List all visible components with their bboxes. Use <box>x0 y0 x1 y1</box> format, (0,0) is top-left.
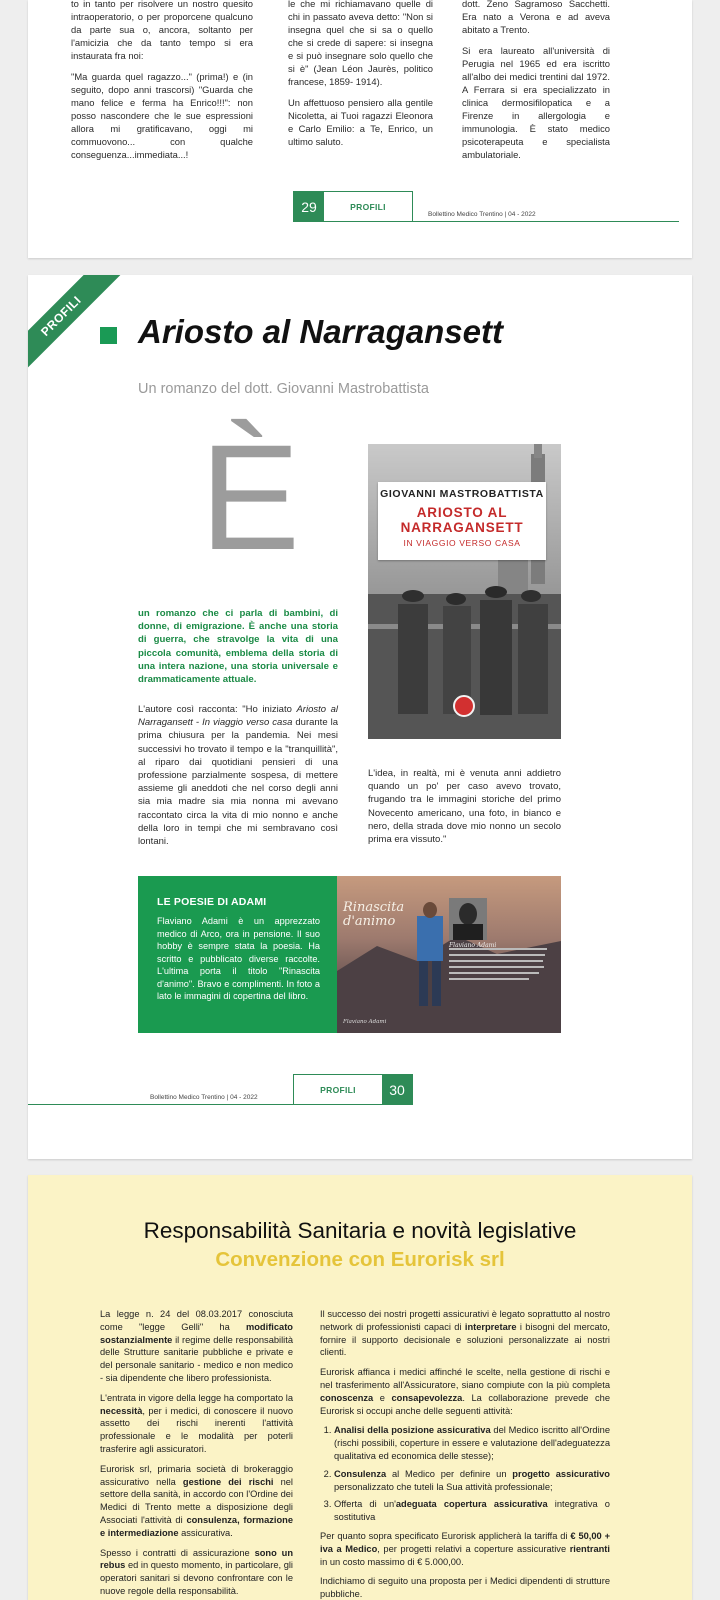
corner-ribbon <box>28 275 128 375</box>
poetry-book-author-bottom: Flaviano Adami <box>343 1019 387 1025</box>
lead-paragraph: un romanzo che ci parla di bambini, di donne, di emigrazione. È anche una storia di guerra, che stravolge la vita di una piccola comunità, emblema della storia di una intera nazione, una storia universale e drammaticamente attuale. <box>138 608 338 686</box>
article-subtitle: Un romanzo del dott. Giovanni Mastrobattista <box>138 381 429 397</box>
right-column <box>320 1308 610 1600</box>
text-run: Eurorisk srl, primaria società di brokeraggio assicurativo nella <box>100 1463 293 1487</box>
publisher-logo-icon <box>453 695 475 717</box>
text-run: del Medico iscritto all'Ordine (rischi possibili, coperture in essere e valutazione dell'adeguatezza qualitativa ed economica delle stesse); <box>334 1425 610 1461</box>
paragraph: dott. Zeno Sagramoso Sacchetti. Era nato a Verona e ad aveva abitato a Trento. <box>462 0 610 35</box>
text-run: il regime delle responsabilità delle Strutture sanitarie pubbliche e private e del personale sanitario - medico e non medico - sia dipendente che libero professionista. <box>100 1334 293 1383</box>
sidebar-box <box>138 876 337 1033</box>
footer-text: Bollettino Medico Trentino | 04 - 2022 <box>428 211 536 218</box>
paragraph <box>100 1308 293 1385</box>
text-run: Per quanto sopra specificato Eurorisk applicherà la tariffa di <box>320 1530 571 1541</box>
text-run: e <box>373 1392 392 1403</box>
paragraph: Si era laureato all'università di Perugia nel 1965 ed era iscritto all'albo dei medici trentini dal 1972. A Ferrara si era specializzato in clinica dermosifilopatica e a Firenze in allergologia e immunologia. È stato medico psicoterapeuta e specialista ambulatoriale. <box>462 45 610 160</box>
text-run: La legge n. 24 del 08.03.2017 conosciuta come "legge Gelli" ha <box>100 1309 293 1332</box>
text-run: L'entrata in vigore della legge ha comportato la <box>100 1392 294 1403</box>
emphasis: modificato sostanzialmente <box>100 1321 293 1345</box>
paragraph <box>320 1530 610 1568</box>
text-run: . La collaborazione prevede che Eurorisk si occupi anche delle seguenti attività: <box>320 1392 611 1416</box>
list-item <box>334 1498 610 1524</box>
emphasis: Analisi della posizione assicurativa <box>334 1425 491 1436</box>
text-run: nel settore della sanità, in accordo con l'Ordine dei Medici di Trento mette a disposizione degli Associati l'attività di <box>100 1476 293 1525</box>
emphasis: rientranti <box>569 1543 610 1554</box>
paragraph: Indichiamo di seguito una proposta per i Medici dipendenti di strutture pubbliche. <box>320 1576 610 1600</box>
emphasis: necessità <box>100 1405 143 1416</box>
text-column-3 <box>462 0 610 169</box>
text-run: durante la prima chiusura per la pandemia. Nei mesi successivi ho trovato il tempo e la "tranquillità", al riparo dai quotidiani pensieri di una professione parzialmente sospesa, di mettere assieme gli aneddoti che nel corso degli anni sia mia madre sia mia nonna mi avevano raccontato circa la vita di mio nonno e anche della loro in tempi che mi sembravano così lontani. <box>138 717 338 848</box>
poetry-book-title <box>343 901 404 929</box>
page-number-box <box>293 1074 413 1105</box>
drop-cap: È <box>200 413 301 581</box>
emphasis: consulenza, formazione e intermediazione <box>100 1514 293 1538</box>
list-item <box>334 1468 610 1494</box>
text-run: Spesso i contratti di assicurazione <box>100 1547 255 1558</box>
emphasis: sono un rebus <box>100 1547 293 1571</box>
book-author: GIOVANNI MASTROBATTISTA <box>380 488 544 500</box>
emphasis: consapevolezza <box>391 1392 463 1403</box>
footer-rule <box>28 1104 293 1105</box>
title-line: d'animo <box>343 914 396 929</box>
title-line: Rinascita <box>343 900 405 915</box>
text-run: in un costo massimo di € 5.000,00. <box>320 1556 464 1567</box>
page-number-box <box>293 191 413 222</box>
list-item <box>334 1424 610 1462</box>
text-run: , per progetti relativi a coperture assicurative <box>377 1543 570 1554</box>
emphasis: progetto assicurativo <box>512 1468 610 1479</box>
emphasis: Consulenza <box>334 1468 387 1479</box>
ribbon-label: PROFILI <box>28 275 123 375</box>
page-subtitle: Convenzione con Eurorisk srl <box>215 1248 505 1271</box>
body-left <box>138 703 338 856</box>
text-run: ed in questo momento, in particolare, gli operatori sanitari si devono confrontare con le nuove regole della responsabilità. <box>100 1560 293 1596</box>
text-run: , per i medici, di conoscere il nuovo assetto dei rischi inerenti l'attività professionale e le modalità per poterli trasferire agli assicuratori. <box>100 1405 293 1454</box>
page-29 <box>28 0 692 258</box>
paragraph: "Ma guarda quel ragazzo..." (prima!) e (in seguito, dopo anni trascorsi) "Guarda che mano felice e ferma ha Enrico!!!": non posso nascondere che le sue espressioni allora mi gratificavano, oggi mi commuovono... con qualche conseguenza...immediata...! <box>71 71 253 160</box>
book-title-line2: NARRAGANSETT <box>400 520 524 535</box>
book-cover <box>368 444 561 739</box>
title-bullet-icon <box>100 327 117 344</box>
paragraph <box>320 1366 610 1417</box>
activity-list <box>320 1424 610 1524</box>
section-label: PROFILI <box>350 201 386 212</box>
book-title-italic: Ariosto al Narragansett - In viaggio verso casa <box>138 704 338 729</box>
text-run: Il successo dei nostri progetti assicurativi è legato soprattutto al nostro network di professionisti capaci di <box>320 1309 610 1332</box>
text-run: Offerta di un' <box>334 1499 396 1510</box>
footer-rule <box>413 221 679 222</box>
emphasis: gestione dei rischi <box>182 1476 274 1487</box>
footer-text: Bollettino Medico Trentino | 04 - 2022 <box>150 1094 258 1101</box>
left-column <box>100 1308 293 1600</box>
page-title: Responsabilità Sanitaria e novità legislative <box>143 1218 577 1243</box>
insurance-page <box>28 1175 692 1600</box>
poetry-book-cover <box>337 876 561 1033</box>
paragraph <box>100 1547 293 1598</box>
page-number: 30 <box>382 1075 412 1104</box>
paragraph <box>138 703 338 848</box>
paragraph <box>100 1392 293 1456</box>
paragraph: Un affettuoso pensiero alla gentile Nicoletta, ai Tuoi ragazzi Eleonora e Carlo Emilio: a Te, Enrico, un ultimo saluto. <box>288 97 433 147</box>
text-run: integrativa o sostitutiva <box>334 1499 610 1523</box>
emphasis: € 50,00 + iva a Medico <box>320 1530 610 1554</box>
text-run: al Medico per definire un <box>386 1468 513 1479</box>
emphasis: interpretare <box>464 1321 517 1332</box>
text-run: personalizzato che tuteli la Sua attività professionale; <box>334 1481 553 1492</box>
cover-label <box>378 482 546 560</box>
text-run: assicurativa. <box>178 1527 233 1538</box>
text-column-2 <box>288 0 433 156</box>
paragraph <box>320 1308 610 1359</box>
text-column-1 <box>71 0 253 169</box>
sidebar-text: Flaviano Adami è un apprezzato medico di Arco, ora in pensione. Il suo hobby è sempre stata la poesia. Ha scritto e pubblicato diverse raccolte. L'ultima porta il titolo "Rinascita d'animo". Bravo e complimenti. In foto a lato le immagini di copertina del libro. <box>157 916 320 1001</box>
page-number: 29 <box>294 192 324 221</box>
book-title-line1: ARIOSTO AL <box>416 505 508 520</box>
emphasis: adeguata copertura assicurativa <box>395 1499 548 1510</box>
emphasis: conoscenza <box>320 1392 374 1403</box>
paragraph: to in tanto per risolvere un nostro quesito intraoperatorio, o per proporcene qualcuno da parte sua o, ancora, soltanto per l'amicizia che da tanto tempo si era instaurata fra noi: <box>71 0 253 61</box>
book-subtitle: IN VIAGGIO VERSO CASA <box>403 538 521 548</box>
article-title: Ariosto al Narragansett <box>138 313 503 350</box>
paragraph: le che mi richiamavano quelle di chi in passato aveva detto: "Non si insegna quel che si sa o quello che si crede di sapere: si insegna e si può insegnare solo quello che si è" (Jean Léon Jaurès, politico francese, 1859- 1914). <box>288 0 433 87</box>
body-right <box>368 767 561 854</box>
paragraph: L'idea, in realtà, mi è venuta anni addietro quando un po' per caso avevo trovato, frugando tra le immagini storiche del primo Novecento americano, una foto, in bianco e nero, della strada dove mio nonno un secolo prima era vissuto." <box>368 768 561 846</box>
page-30 <box>28 275 692 1159</box>
sidebar-title: LE POESIE DI ADAMI <box>157 896 267 908</box>
text-run: L'autore così racconta: "Ho iniziato <box>138 704 297 715</box>
text-run: i bisogni del mercato, fornire il supporto decisionale e soluzioni personalizzate ai nostri clienti. <box>320 1321 610 1358</box>
text-run: Eurorisk affianca i medici affinché le scelte, nella gestione di rischi e nel trasferimento all'Assicuratore, siano compiute con la più completa <box>320 1367 610 1390</box>
section-label: PROFILI <box>320 1084 356 1095</box>
paragraph <box>100 1463 293 1540</box>
poetry-book-author: Flaviano Adami <box>449 942 497 949</box>
